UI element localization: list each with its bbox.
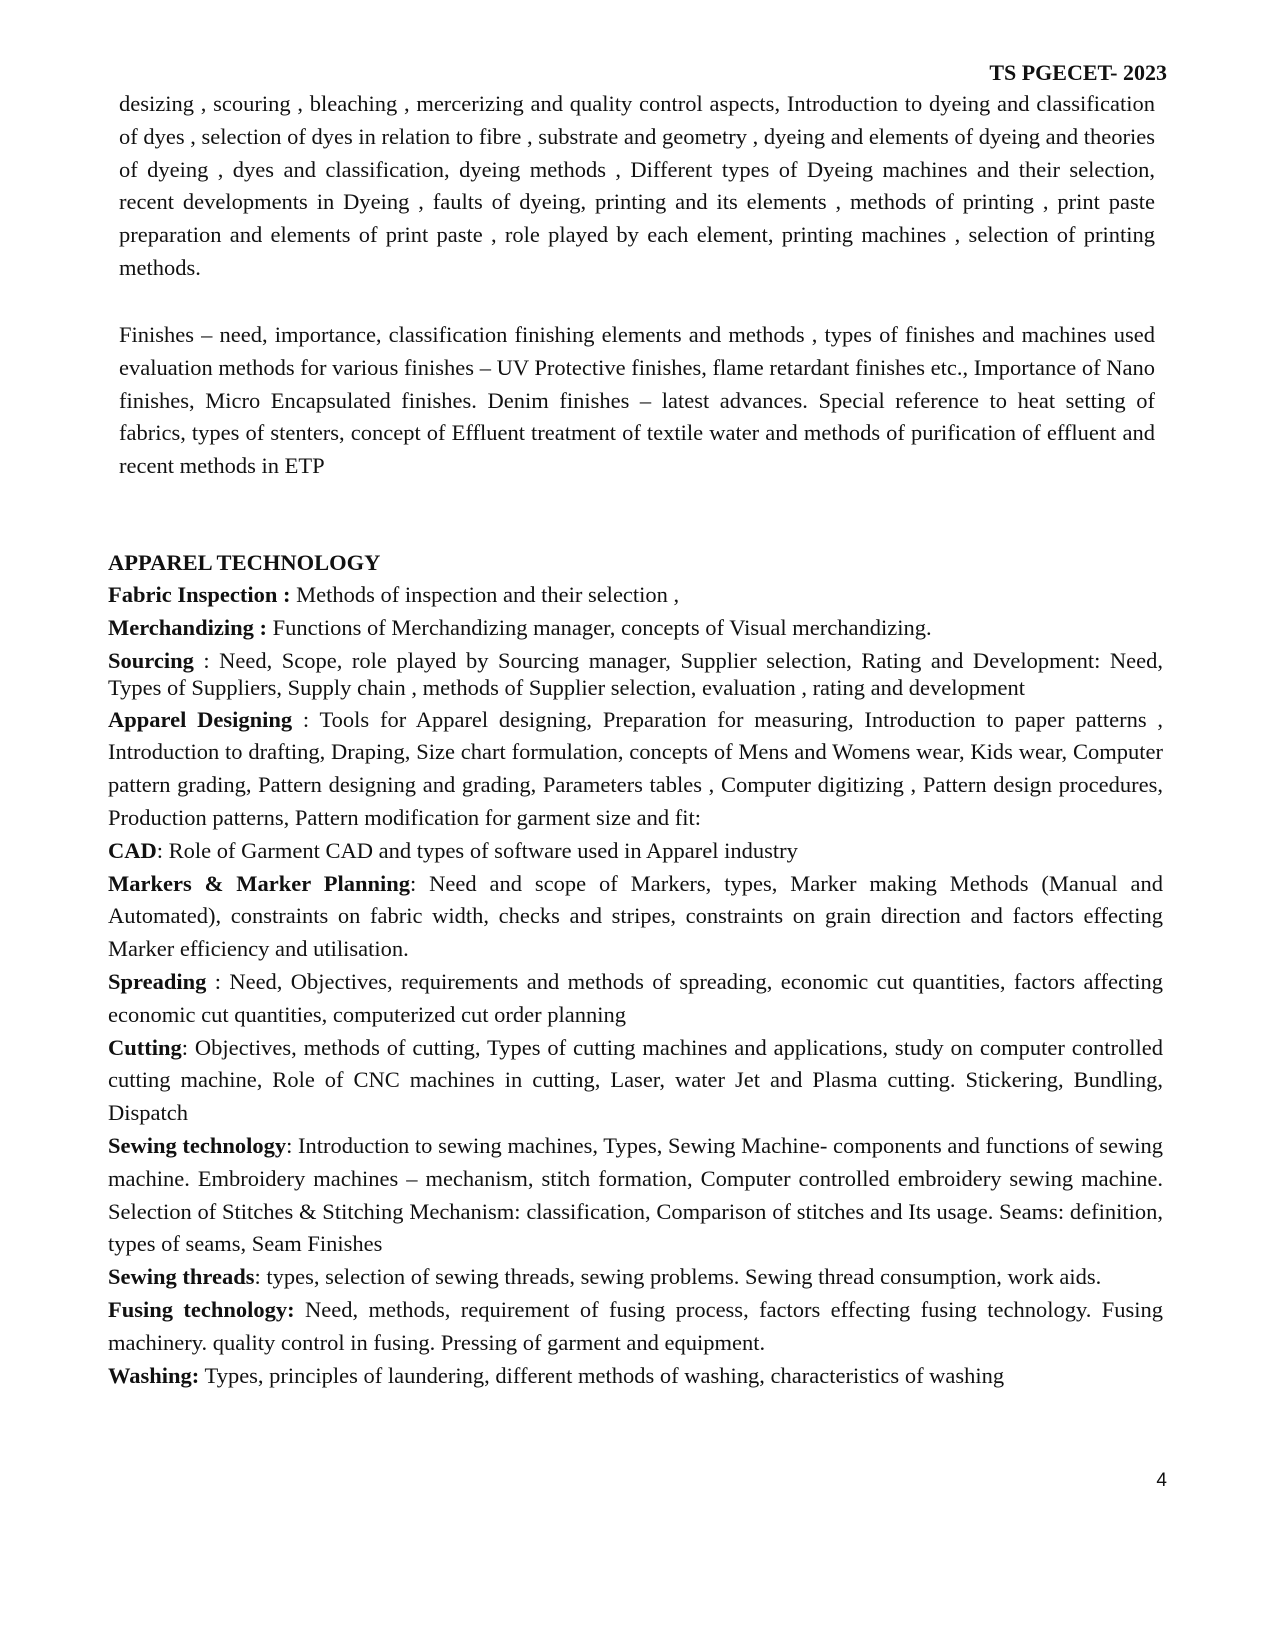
topic-text: : Objectives, methods of cutting, Types of cutting machines and applications, study on computer controlled cutting machine, Role of CNC machines in cutting, Laser, water Jet and Plasma cutting. Stickering, Bundling, Dispatch (108, 1034, 1163, 1126)
topic-term: Sewing technology (108, 1132, 287, 1158)
topic-term: Cutting (108, 1034, 182, 1060)
intro-paragraph-dyeing: desizing , scouring , bleaching , mercerizing and quality control aspects, Introduction to dyeing and classification of dyes , selection of dyes in relation to fibre , substrate and geometry , dyeing and elements of dyeing and theories of dyeing , dyes and classification, dyeing methods , Different types of Dyeing machines and their selection, recent developments in Dyeing , faults of dyeing, printing and its elements , methods of printing , print paste preparation and elements of print paste , role played by each element, printing machines , selection of printing methods. (119, 91, 1155, 280)
topic-spreading (108, 966, 1163, 1032)
topic-text: : Introduction to sewing machines, Types, Sewing Machine- components and functions of sewing machine. Embroidery machines – mechanism, stitch formation, Computer controlled embroidery sewing machine. Selection of Stitches & Stitching Mechanism: classification, Comparison of stitches and Its usage. Seams: definition, types of seams, Seam Finishes (108, 1132, 1163, 1257)
topic-term: Fusing technology: (108, 1296, 295, 1322)
document-header-title: TS PGECET- 2023 (989, 60, 1167, 85)
topic-text: Functions of Merchandizing manager, concepts of Visual merchandizing. (266, 614, 932, 640)
topic-term: CAD (108, 837, 157, 863)
topic-washing (108, 1360, 1163, 1393)
topic-term: Fabric Inspection : (108, 582, 291, 607)
topic-text: : Role of Garment CAD and types of software used in Apparel industry (156, 837, 798, 863)
topic-markers (108, 868, 1163, 966)
topic-text: : Need, Objectives, requirements and methods of spreading, economic cut quantities, factors affecting economic cut quantities, computerized cut order planning (108, 968, 1163, 1027)
topic-term: Merchandizing : (108, 614, 267, 640)
topic-sewing-technology (108, 1130, 1163, 1261)
topic-term: Sewing threads (108, 1264, 255, 1290)
topic-term: Markers & Marker Planning (108, 870, 411, 896)
topic-text: Need, methods, requirement of fusing process, factors effecting fusing technology. Fusing machinery. quality control in fusing. Pressing of garment and equipment. (108, 1296, 1164, 1355)
page-number: 4 (1156, 1470, 1167, 1491)
topic-cad (108, 835, 1163, 868)
topic-apparel-designing (108, 704, 1163, 835)
topic-term: Washing: (108, 1362, 200, 1388)
topic-merchandizing (108, 612, 1163, 645)
topic-text: : Need and scope of Markers, types, Marker making Methods (Manual and Automated), constraints on fabric width, checks and stripes, constraints on grain direction and factors effecting Marker efficiency and utilisation. (108, 870, 1163, 962)
topic-text: Methods of inspection and their selection , (290, 582, 680, 607)
topic-text: : Tools for Apparel designing, Preparation for measuring, Introduction to paper patterns , Introduction to drafting, Draping, Size chart formulation, concepts of Mens and Womens wear, Kids wear, Computer pattern grading, Pattern designing and grading, Parameters tables , Computer digitizing , Pattern design procedures, Production patterns, Pattern modification for garment size and fit: (108, 706, 1163, 830)
topic-fusing-technology (108, 1294, 1163, 1360)
section-heading: APPAREL TECHNOLOGY (108, 550, 381, 575)
topic-cutting (108, 1032, 1163, 1130)
topic-fabric-inspection (108, 579, 1163, 612)
topic-term: Sourcing (108, 647, 194, 673)
topic-text: Types, principles of laundering, different methods of washing, characteristics of washing (199, 1362, 1005, 1388)
topic-text: : Need, Scope, role played by Sourcing manager, Supplier selection, Rating and Development: Need, Types of Suppliers, Supply chain , methods of Supplier selection, evaluation , rating and development (108, 647, 1163, 701)
topic-term: Apparel Designing (108, 706, 293, 732)
topic-text: : types, selection of sewing threads, sewing problems. Sewing thread consumption, work aids. (254, 1264, 1102, 1290)
intro-paragraph-finishes: Finishes – need, importance, classification finishing elements and methods , types of finishes and machines used evaluation methods for various finishes – UV Protective finishes, flame retardant finishes etc., Importance of Nano finishes, Micro Encapsulated finishes. Denim finishes – latest advances. Special reference to heat setting of fabrics, types of stenters, concept of Effluent treatment of textile water and methods of purification of effluent and recent methods in ETP (119, 322, 1155, 479)
topic-sewing-threads (108, 1261, 1163, 1294)
topic-sourcing (108, 647, 1163, 702)
apparel-technology-section (108, 547, 1163, 1392)
topic-term: Spreading (108, 968, 207, 994)
